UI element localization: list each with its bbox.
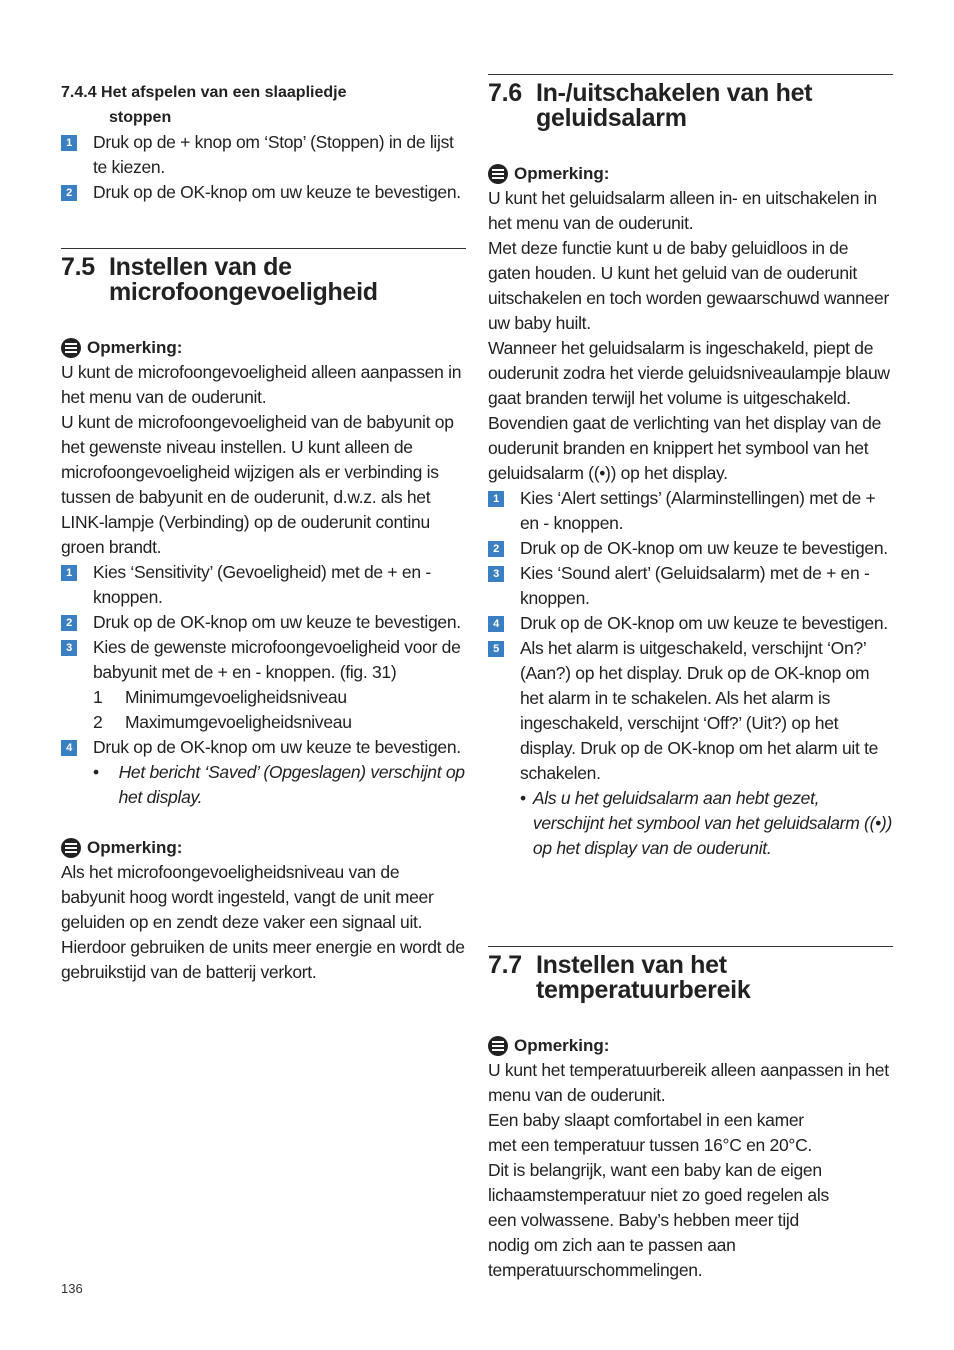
level-item <box>61 710 466 735</box>
bullet-text: Als u het geluidsalarm aan hebt gezet, verschijnt het symbool van het geluidsalarm ((•)) op het display van de ouderunit. <box>532 788 892 858</box>
result-bullet <box>488 786 893 861</box>
section-7-6 <box>488 74 893 861</box>
body-text: Met deze functie kunt u de baby geluidloos in de gaten houden. U kunt het geluid van de ouderunit uitschakelen en toch worden gewaarschuwd wanneer uw baby huilt. <box>488 238 889 333</box>
note-text: U kunt de microfoongevoeligheid alleen aanpassen in het menu van de ouderunit. <box>61 362 462 407</box>
step-number-badge: 4 <box>488 616 504 632</box>
section-number: 7.6 <box>488 79 522 107</box>
step-item <box>61 130 466 180</box>
section-heading-line2: stoppen <box>109 109 172 126</box>
bullet-mark: • <box>520 788 526 808</box>
step-text: Kies de gewenste microfoongevoeligheid voor de babyunit met de + en - knoppen. (fig. 31) <box>93 637 461 682</box>
note-heading <box>488 1033 893 1058</box>
note-label: Opmerking: <box>514 164 610 183</box>
section-number: 7.5 <box>61 253 95 281</box>
section-title-line1: In-/uitschakelen van het <box>536 79 813 107</box>
section-title-line2: temperatuurbereik <box>536 976 751 1004</box>
note-text: Als het microfoongevoeligheidsniveau van de babyunit hoog wordt ingesteld, vangt de unit meer geluiden op en zendt deze vaker een signaal uit. Hierdoor gebruiken de units meer energie en wordt de gebruikstijd van de batterij verkort. <box>61 862 465 982</box>
step-number-badge: 1 <box>61 565 77 581</box>
section-title <box>488 75 893 131</box>
level-text: Minimumgevoeligheidsniveau <box>125 687 347 707</box>
step-number-badge: 3 <box>488 566 504 582</box>
step-number-badge: 1 <box>61 135 77 151</box>
section-title <box>488 947 893 1003</box>
note-label: Opmerking: <box>514 1036 610 1055</box>
step-text: Druk op de OK-knop om uw keuze te bevestigen. <box>520 538 888 558</box>
note-icon <box>61 838 81 858</box>
body-text: Een baby slaapt comfortabel in een kamer met een temperatuur tussen 16°C en 20°C. Dit is belangrijk, want een baby kan de eigen lichaamstemperatuur niet zo goed regelen als een volwassene. Baby’s hebben meer tijd nodig om zich aan te passen aan temperatuurschommelingen. <box>488 1110 829 1280</box>
section-7-4-4 <box>61 80 466 205</box>
note-icon <box>488 1036 508 1056</box>
note-icon <box>488 164 508 184</box>
step-text: Druk op de OK-knop om uw keuze te bevestigen. <box>93 182 461 202</box>
section-header <box>488 74 893 131</box>
step-text: Druk op de OK-knop om uw keuze te bevestigen. <box>93 612 461 632</box>
step-text: Kies ‘Sound alert’ (Geluidsalarm) met de + en - knoppen. <box>520 563 870 608</box>
note-label: Opmerking: <box>87 338 183 357</box>
step-number-badge: 5 <box>488 641 504 657</box>
step-item <box>488 611 893 636</box>
section-title <box>61 249 466 305</box>
step-text: Druk op de OK-knop om uw keuze te bevestigen. <box>93 737 461 757</box>
step-text: Kies ‘Sensitivity’ (Gevoeligheid) met de + en - knoppen. <box>93 562 431 607</box>
body-text: Wanneer het geluidsalarm is ingeschakeld, piept de ouderunit zodra het vierde geluidsniveaulampje blauw gaat branden terwijl het volume is uitgeschakeld. Bovendien gaat de verlichting van het display van de ouderunit branden en knippert het symbool van het geluidsalarm ((•)) op het display. <box>488 338 890 483</box>
step-item <box>488 486 893 536</box>
step-item <box>488 536 893 561</box>
section-title-line1: Instellen van de <box>109 253 292 281</box>
step-number-badge: 4 <box>61 740 77 756</box>
step-number-badge: 2 <box>61 615 77 631</box>
step-text: Als het alarm is uitgeschakeld, verschijnt ‘On?’ (Aan?) op het display. Druk op de OK-knop om het alarm in te schakelen. Als het alarm is ingeschakeld, verschijnt ‘Off?’ (Uit?) op het display. Druk op de OK-knop om het alarm uit te schakelen. <box>520 638 879 783</box>
section-number: 7.7 <box>488 951 522 979</box>
step-number-badge: 1 <box>488 491 504 507</box>
section-7-5 <box>61 248 466 985</box>
section-7-7 <box>488 946 893 1283</box>
note-label: Opmerking: <box>87 838 183 857</box>
section-heading-line1: 7.4.4 Het afspelen van een slaapliedje <box>61 84 347 101</box>
bullet-mark: • <box>93 762 99 782</box>
step-item <box>61 560 466 610</box>
step-item <box>488 636 893 786</box>
level-item <box>61 685 466 710</box>
section-heading <box>61 80 466 130</box>
page-number: 136 <box>61 1281 83 1296</box>
section-header <box>488 946 893 1003</box>
result-bullet <box>61 760 466 810</box>
step-item <box>488 561 893 611</box>
section-header <box>61 248 466 305</box>
note-icon <box>61 338 81 358</box>
note-heading <box>61 835 466 860</box>
bullet-text: Het bericht ‘Saved’ (Opgeslagen) verschijnt op het display. <box>118 762 465 807</box>
step-item <box>61 180 466 205</box>
note-text: U kunt het geluidsalarm alleen in- en uitschakelen in het menu van de ouderunit. <box>488 188 877 233</box>
level-number: 1 <box>93 687 103 707</box>
note-text: U kunt het temperatuurbereik alleen aanpassen in het menu van de ouderunit. <box>488 1060 889 1105</box>
section-title-line2: microfoongevoeligheid <box>109 278 378 306</box>
note-heading <box>488 161 893 186</box>
section-title-line2: geluidsalarm <box>536 104 687 132</box>
step-number-badge: 3 <box>61 640 77 656</box>
step-number-badge: 2 <box>488 541 504 557</box>
step-text: Kies ‘Alert settings’ (Alarminstellingen) met de + en - knoppen. <box>520 488 876 533</box>
level-text: Maximumgevoeligheidsniveau <box>125 712 352 732</box>
step-item <box>61 735 466 760</box>
step-item <box>61 635 466 685</box>
level-number: 2 <box>93 712 103 732</box>
body-text: U kunt de microfoongevoeligheid van de babyunit op het gewenste niveau instellen. U kunt alleen de microfoongevoeligheid wijzigen als er verbinding is tussen de babyunit en de ouderunit, d.w.z. als het LINK-lampje (Verbinding) op de ouderunit continu groen brandt. <box>61 412 454 557</box>
note-heading <box>61 335 466 360</box>
step-text: Druk op de OK-knop om uw keuze te bevestigen. <box>520 613 888 633</box>
step-number-badge: 2 <box>61 185 77 201</box>
step-item <box>61 610 466 635</box>
section-title-line1: Instellen van het <box>536 951 727 979</box>
step-text: Druk op de + knop om ‘Stop’ (Stoppen) in de lijst te kiezen. <box>93 132 454 177</box>
